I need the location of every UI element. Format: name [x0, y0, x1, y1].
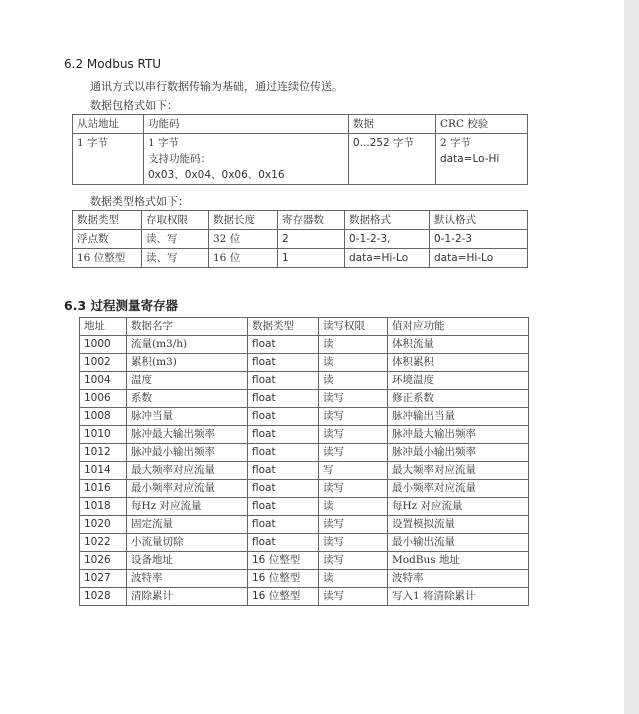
- cell: float: [248, 354, 319, 372]
- cell: 1026: [80, 552, 127, 570]
- cell: 0-1-2-3: [430, 230, 528, 249]
- function-code-cell: [144, 134, 349, 185]
- cell: 2: [278, 230, 345, 249]
- cell: 系数: [127, 390, 248, 408]
- cell: 读写: [319, 534, 388, 552]
- packet-data-row: [73, 134, 528, 185]
- cell: 16 位整型: [248, 588, 319, 606]
- table-row: [80, 336, 529, 354]
- cell: 0-1-2-3,: [345, 230, 430, 249]
- header-cell: 数据类型: [248, 318, 319, 336]
- cell: 读写: [319, 444, 388, 462]
- cell: data=Hi-Lo: [430, 249, 528, 268]
- cell: 1016: [80, 480, 127, 498]
- cell: 体积流量: [388, 336, 529, 354]
- packet-caption: 数据包格式如下：: [90, 99, 178, 112]
- cell: 1012: [80, 444, 127, 462]
- table-row: [80, 552, 529, 570]
- cell: float: [248, 516, 319, 534]
- cell: 流量(m3/h): [127, 336, 248, 354]
- cell: float: [248, 372, 319, 390]
- cell: ModBus 地址: [388, 552, 529, 570]
- data-types-table: [72, 210, 528, 268]
- cell: 最小频率对应流量: [127, 480, 248, 498]
- func-line: 0x03、0x04、0x06、0x16: [148, 169, 285, 181]
- cell: 读写: [319, 480, 388, 498]
- cell: float: [248, 444, 319, 462]
- cell: 32 位: [209, 230, 278, 249]
- data-cell: 0...252 字节: [349, 134, 436, 185]
- cell: 16 位整型: [248, 552, 319, 570]
- header-cell: 寄存器数: [278, 211, 345, 230]
- cell: 固定流量: [127, 516, 248, 534]
- cell: 脉冲最小输出频率: [127, 444, 248, 462]
- packet-format-table: [72, 114, 528, 185]
- cell: 环境温度: [388, 372, 529, 390]
- types-header-row: [73, 211, 528, 230]
- cell: 读写: [319, 390, 388, 408]
- section-63-title: 6.3 过程测量寄存器: [64, 298, 178, 313]
- header-cell: 从站地址: [73, 115, 144, 134]
- header-cell: 存取权限: [142, 211, 209, 230]
- cell: float: [248, 336, 319, 354]
- table-row: [80, 462, 529, 480]
- table-row: [80, 372, 529, 390]
- cell: 读: [319, 336, 388, 354]
- table-row: [80, 570, 529, 588]
- cell: 读、写: [142, 249, 209, 268]
- cell: float: [248, 534, 319, 552]
- cell: 读写: [319, 408, 388, 426]
- func-line: 支持功能码：: [148, 153, 211, 165]
- cell: 脉冲当量: [127, 408, 248, 426]
- header-cell: 地址: [80, 318, 127, 336]
- cell: 1027: [80, 570, 127, 588]
- table-row: [80, 516, 529, 534]
- header-cell: CRC 校验: [436, 115, 528, 134]
- cell: 设置模拟流量: [388, 516, 529, 534]
- header-cell: 默认格式: [430, 211, 528, 230]
- cell: 最大频率对应流量: [388, 462, 529, 480]
- cell: 清除累计: [127, 588, 248, 606]
- types-caption: 数据类型格式如下：: [90, 195, 189, 208]
- cell: 设备地址: [127, 552, 248, 570]
- cell: 每Hz 对应流量: [127, 498, 248, 516]
- cell: 16 位整型: [73, 249, 142, 268]
- cell: 累积(m3): [127, 354, 248, 372]
- register-table: [79, 317, 529, 606]
- table-row: [80, 354, 529, 372]
- table-row: [80, 426, 529, 444]
- cell: 1020: [80, 516, 127, 534]
- cell: float: [248, 426, 319, 444]
- cell: 浮点数: [73, 230, 142, 249]
- cell: 1002: [80, 354, 127, 372]
- types-row: [73, 230, 528, 249]
- cell: 每Hz 对应流量: [388, 498, 529, 516]
- cell: 波特率: [388, 570, 529, 588]
- table-row: [80, 588, 529, 606]
- cell: float: [248, 390, 319, 408]
- table-row: [80, 480, 529, 498]
- cell: 最大频率对应流量: [127, 462, 248, 480]
- cell: 波特率: [127, 570, 248, 588]
- func-line: 1 字节: [148, 137, 180, 149]
- crc-line: data=Lo-Hi: [440, 153, 500, 165]
- page-edge-scrollbar: [624, 0, 639, 714]
- cell: 读: [319, 498, 388, 516]
- cell: 16 位: [209, 249, 278, 268]
- cell: 读写: [319, 588, 388, 606]
- section-62-intro: 通讯方式以串行数据传输为基础，通过连续位传送。: [90, 80, 343, 93]
- cell: 1018: [80, 498, 127, 516]
- cell: 脉冲输出当量: [388, 408, 529, 426]
- header-cell: 数据名字: [127, 318, 248, 336]
- cell: 读写: [319, 426, 388, 444]
- cell: 体积累积: [388, 354, 529, 372]
- cell: 1014: [80, 462, 127, 480]
- table-row: [80, 390, 529, 408]
- types-row: [73, 249, 528, 268]
- table-row: [80, 444, 529, 462]
- cell: 写入1 将清除累计: [388, 588, 529, 606]
- cell: 温度: [127, 372, 248, 390]
- table-row: [80, 534, 529, 552]
- cell: 16 位整型: [248, 570, 319, 588]
- cell: 1022: [80, 534, 127, 552]
- cell: 1: [278, 249, 345, 268]
- cell: 写: [319, 462, 388, 480]
- cell: 脉冲最大输出频率: [388, 426, 529, 444]
- cell: 小流量切除: [127, 534, 248, 552]
- header-cell: 功能码: [144, 115, 349, 134]
- cell: 读: [319, 354, 388, 372]
- cell: 1028: [80, 588, 127, 606]
- register-header-row: [80, 318, 529, 336]
- cell: 读写: [319, 552, 388, 570]
- crc-line: 2 字节: [440, 137, 472, 149]
- register-table-body: [80, 336, 529, 606]
- cell: 读、写: [142, 230, 209, 249]
- cell: float: [248, 498, 319, 516]
- section-62-title: 6.2 Modbus RTU: [64, 57, 162, 71]
- cell: 1004: [80, 372, 127, 390]
- slave-cell: 1 字节: [73, 134, 144, 185]
- cell: 1000: [80, 336, 127, 354]
- cell: data=Hi-Lo: [345, 249, 430, 268]
- crc-cell: [436, 134, 528, 185]
- header-cell: 值对应功能: [388, 318, 529, 336]
- header-cell: 数据格式: [345, 211, 430, 230]
- header-cell: 读写权限: [319, 318, 388, 336]
- cell: 读写: [319, 516, 388, 534]
- cell: 脉冲最小输出频率: [388, 444, 529, 462]
- table-row: [80, 408, 529, 426]
- cell: 读: [319, 372, 388, 390]
- header-cell: 数据长度: [209, 211, 278, 230]
- cell: 1006: [80, 390, 127, 408]
- packet-header-row: [73, 115, 528, 134]
- header-cell: 数据类型: [73, 211, 142, 230]
- cell: 1008: [80, 408, 127, 426]
- cell: 脉冲最大输出频率: [127, 426, 248, 444]
- cell: float: [248, 480, 319, 498]
- cell: 最小频率对应流量: [388, 480, 529, 498]
- cell: 修正系数: [388, 390, 529, 408]
- cell: 读: [319, 570, 388, 588]
- cell: float: [248, 462, 319, 480]
- header-cell: 数据: [349, 115, 436, 134]
- cell: 最小输出流量: [388, 534, 529, 552]
- cell: float: [248, 408, 319, 426]
- cell: 1010: [80, 426, 127, 444]
- table-row: [80, 498, 529, 516]
